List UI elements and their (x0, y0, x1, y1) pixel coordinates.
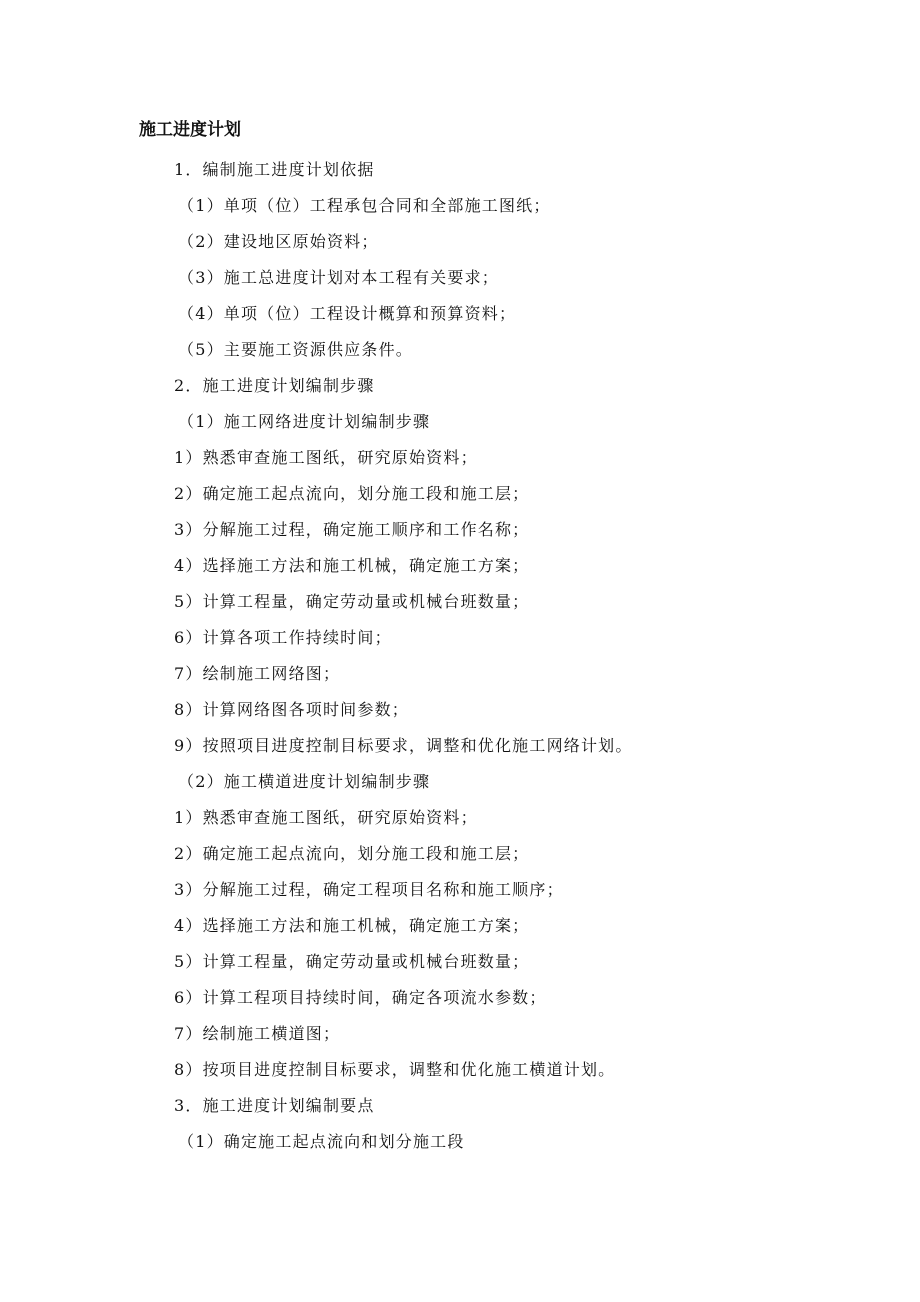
section-heading: 3．施工进度计划编制要点 (174, 1096, 375, 1115)
step-item: 4）选择施工方法和施工机械，确定施工方案； (174, 916, 530, 935)
step-item: 1）熟悉审查施工图纸，研究原始资料； (174, 448, 478, 467)
section-heading: 1．编制施工进度计划依据 (174, 160, 375, 179)
paragraph-item: （5）主要施工资源供应条件。 (178, 340, 413, 359)
step-item: 6）计算各项工作持续时间； (174, 628, 392, 647)
step-item: 2）确定施工起点流向，划分施工段和施工层； (174, 844, 530, 863)
step-item: 7）绘制施工横道图； (174, 1024, 341, 1043)
step-item: 5）计算工程量，确定劳动量或机械台班数量； (174, 592, 530, 611)
step-item: 2）确定施工起点流向，划分施工段和施工层； (174, 484, 530, 503)
paragraph-item: （2）建设地区原始资料； (178, 232, 379, 251)
paragraph-item: （1）施工网络进度计划编制步骤 (178, 412, 431, 431)
paragraph-item: （2）施工横道进度计划编制步骤 (178, 772, 431, 791)
document-body (0, 156, 633, 1164)
section-heading: 2．施工进度计划编制步骤 (174, 376, 375, 395)
document-title: 施工进度计划 (139, 120, 241, 140)
step-item: 6）计算工程项目持续时间，确定各项流水参数； (174, 988, 547, 1007)
paragraph-item: （4）单项（位）工程设计概算和预算资料； (178, 304, 517, 323)
step-item: 1）熟悉审查施工图纸，研究原始资料； (174, 808, 478, 827)
step-item: 3）分解施工过程，确定工程项目名称和施工顺序； (174, 880, 564, 899)
step-item: 9）按照项目进度控制目标要求，调整和优化施工网络计划。 (174, 736, 633, 755)
step-item: 8）计算网络图各项时间参数； (174, 700, 409, 719)
step-item: 8）按项目进度控制目标要求，调整和优化施工横道计划。 (174, 1060, 616, 1079)
step-item: 3）分解施工过程，确定施工顺序和工作名称； (174, 520, 530, 539)
step-item: 5）计算工程量，确定劳动量或机械台班数量； (174, 952, 530, 971)
paragraph-item: （1）单项（位）工程承包合同和全部施工图纸； (178, 196, 551, 215)
step-item: 4）选择施工方法和施工机械，确定施工方案； (174, 556, 530, 575)
step-item: 7）绘制施工网络图； (174, 664, 341, 683)
paragraph-item: （3）施工总进度计划对本工程有关要求； (178, 268, 499, 287)
paragraph-item: （1）确定施工起点流向和划分施工段 (178, 1132, 465, 1151)
